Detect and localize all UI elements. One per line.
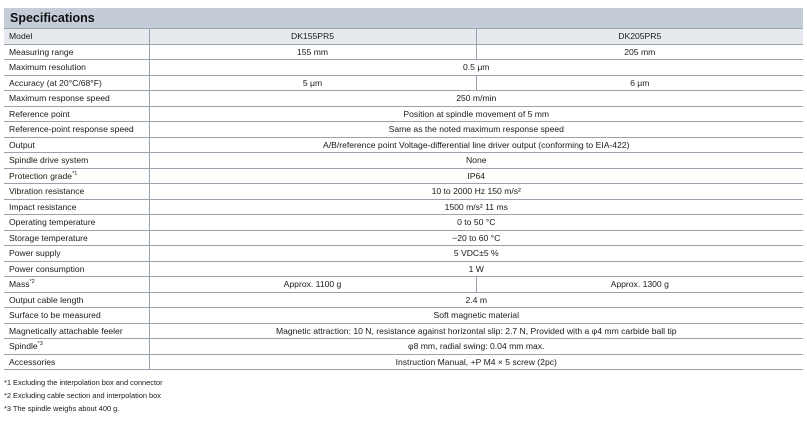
row-label <box>4 323 149 339</box>
value-common: Soft magnetic material <box>149 308 803 324</box>
table-row <box>4 277 803 293</box>
row-label-text: Impact resistance <box>9 201 77 212</box>
row-label <box>4 339 149 355</box>
table-row <box>4 44 803 60</box>
row-label-text: Protection grade <box>9 170 73 181</box>
table-row <box>4 230 803 246</box>
row-label-text: Accessories <box>9 356 56 367</box>
table-row <box>4 323 803 339</box>
table-row <box>4 246 803 262</box>
table-row <box>4 215 803 231</box>
table-row <box>4 292 803 308</box>
row-label <box>4 199 149 215</box>
table-row <box>4 75 803 91</box>
table-row <box>4 308 803 324</box>
value-common: 250 m/min <box>149 91 803 107</box>
value-common: −20 to 60 °C <box>149 230 803 246</box>
row-label <box>4 60 149 76</box>
row-label <box>4 230 149 246</box>
row-label-text: Operating temperature <box>9 217 96 227</box>
row-label <box>4 29 149 45</box>
value-common: Position at spindle movement of 5 mm <box>149 106 803 122</box>
row-label <box>4 308 149 324</box>
row-label-text: Surface to be measured <box>9 310 101 320</box>
value-common: Magnetic attraction: 10 N, resistance against horizontal slip: 2.7 N, Provided with a φ4 mm carbide ball tip <box>149 323 803 339</box>
row-label <box>4 292 149 308</box>
value-model-2: 6 μm <box>476 75 803 91</box>
row-label-text: Storage temperature <box>9 232 88 243</box>
row-label-text: Mass <box>9 279 30 289</box>
value-common: IP64 <box>149 168 803 184</box>
page-title: Specifications <box>10 11 95 25</box>
value-common: None <box>149 153 803 169</box>
value-common: Instruction Manual, +P M4 × 5 screw (2pc) <box>149 354 803 370</box>
row-label <box>4 44 149 60</box>
row-label-text: Reference-point response speed <box>9 124 134 134</box>
table-row <box>4 60 803 76</box>
row-label <box>4 137 149 153</box>
row-label-text: Spindle <box>9 341 38 351</box>
row-label-text: Measuring range <box>9 46 74 57</box>
row-label-text: Maximum resolution <box>9 62 86 72</box>
row-label-text: Model <box>9 31 33 41</box>
row-label-text: Power consumption <box>9 263 85 274</box>
row-label-text: Reference point <box>9 108 70 119</box>
table-row <box>4 339 803 355</box>
footnote-marker: *1 <box>72 170 78 177</box>
footnote-3: *3 The spindle weighs about 400 g. <box>4 403 120 413</box>
row-label <box>4 122 149 138</box>
row-label <box>4 106 149 122</box>
footnote-marker: *3 <box>37 341 43 348</box>
table-row <box>4 106 803 122</box>
value-common: A/B/reference point Voltage-differential line driver output (conforming to EIA-422) <box>149 137 803 153</box>
value-model-1: DK155PR5 <box>149 29 476 45</box>
table-row <box>4 137 803 153</box>
row-label <box>4 246 149 262</box>
row-label <box>4 153 149 169</box>
row-label <box>4 354 149 370</box>
table-row <box>4 184 803 200</box>
row-label <box>4 184 149 200</box>
row-label <box>4 91 149 107</box>
table-row <box>4 168 803 184</box>
row-label <box>4 215 149 231</box>
value-common: 0.5 μm <box>149 60 803 76</box>
value-common: 2.4 m <box>149 292 803 308</box>
row-label <box>4 277 149 293</box>
specifications-header <box>4 8 803 28</box>
table-row <box>4 122 803 138</box>
footnote-2: *2 Excluding cable section and interpolation box <box>4 390 161 400</box>
value-common: 5 VDC±5 % <box>149 246 803 262</box>
row-label-text: Vibration resistance <box>9 186 85 196</box>
row-label-text: Output <box>9 139 35 150</box>
table-row <box>4 153 803 169</box>
row-label-text: Output cable length <box>9 294 84 305</box>
table-row <box>4 29 803 45</box>
footnote-marker: *2 <box>29 279 35 286</box>
value-model-2: 205 mm <box>476 44 803 60</box>
row-label-text: Accuracy (at 20°C/68°F) <box>9 77 102 88</box>
value-common: 0 to 50 °C <box>149 215 803 231</box>
value-common: 10 to 2000 Hz 150 m/s² <box>149 184 803 200</box>
table-row <box>4 91 803 107</box>
footnotes <box>4 377 163 415</box>
table-row <box>4 199 803 215</box>
row-label-text: Maximum response speed <box>9 93 110 103</box>
row-label <box>4 168 149 184</box>
value-model-1: 155 mm <box>149 44 476 60</box>
table-row <box>4 261 803 277</box>
value-model-2: Approx. 1300 g <box>476 277 803 293</box>
row-label <box>4 75 149 91</box>
value-common: 1 W <box>149 261 803 277</box>
value-model-2: DK205PR5 <box>476 29 803 45</box>
value-common: 1500 m/s² 11 ms <box>149 199 803 215</box>
table-row <box>4 354 803 370</box>
row-label-text: Power supply <box>9 248 61 258</box>
value-common: φ8 mm, radial swing: 0.04 mm max. <box>149 339 803 355</box>
value-common: Same as the noted maximum response speed <box>149 122 803 138</box>
row-label-text: Spindle drive system <box>9 155 89 165</box>
footnote-1: *1 Excluding the interpolation box and connector <box>4 378 163 387</box>
value-model-1: Approx. 1100 g <box>149 277 476 293</box>
value-model-1: 5 μm <box>149 75 476 91</box>
row-label-text: Magnetically attachable feeler <box>9 325 123 336</box>
specifications-table <box>4 28 803 370</box>
row-label <box>4 261 149 277</box>
